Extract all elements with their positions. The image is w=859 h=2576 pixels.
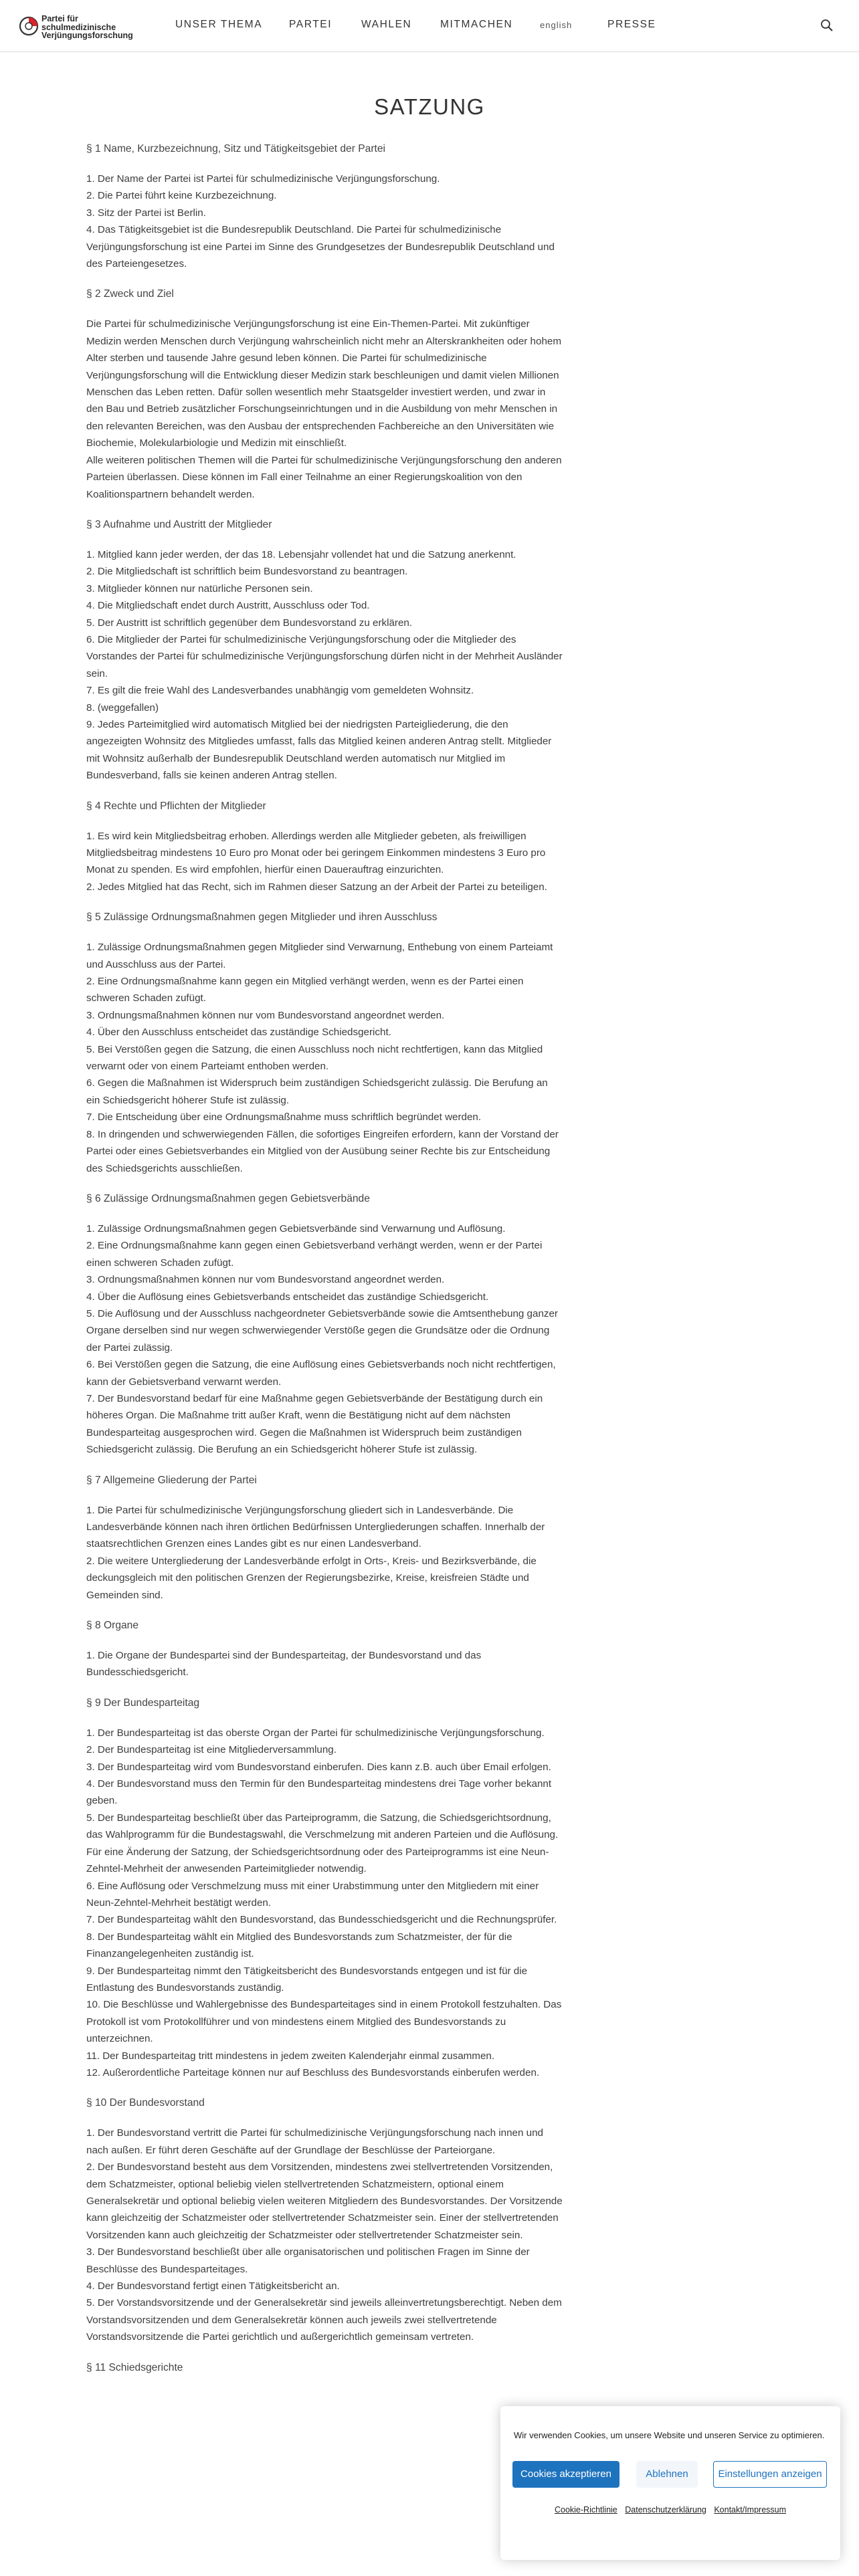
section-paragraph: 3. Der Bundesparteitag wird vom Bundesvorstand einberufen. Dies kann z.B. auch über Email erfolgen.: [86, 1761, 551, 1773]
logo-line: Partei für: [41, 14, 78, 23]
section-paragraph: 2. Die Mitgliedschaft ist schriftlich beim Bundesvorstand zu beantragen.: [86, 566, 408, 578]
main-nav: [0, 0, 859, 52]
satzung-section: [86, 1472, 563, 1604]
nav-item-mitmachen[interactable]: MITMACHEN: [440, 19, 513, 30]
satzung-section: [86, 2359, 563, 2376]
section-paragraph: 1. Die Partei für schulmedizinische Verjüngungsforschung gliedert sich in Landesverbände. Die Landesverbände können nach ihren örtlichen Bedürfnissen Untergliederungen schaffen. Innerhalb der staatsrechtlichen Grenzen eines Landes gibt es nur einen Landesverband.: [86, 1504, 545, 1550]
section-paragraph: 9. Der Bundesparteitag nimmt den Tätigkeitsbericht des Bundesvorstands entgegen und ist für die Entlastung des Bundesvorstands zuständig.: [86, 1965, 528, 1994]
section-paragraph: 1. Zulässige Ordnungsmaßnahmen gegen Gebietsverbände sind Verwarnung und Auflösung.: [86, 1222, 506, 1235]
section-heading: § 4 Rechte und Pflichten der Mitglieder: [86, 800, 266, 812]
section-heading: § 6 Zulässige Ordnungsmaßnahmen gegen Gebietsverbände: [86, 1192, 370, 1204]
section-paragraph: 3. Ordnungsmaßnahmen können nur vom Bundesvorstand angeordnet werden.: [86, 1009, 445, 1021]
nav-item-wahlen[interactable]: WAHLEN: [361, 19, 412, 30]
section-heading: § 10 Der Bundesvorstand: [86, 2097, 205, 2109]
section-heading: § 7 Allgemeine Gliederung der Partei: [86, 1474, 257, 1486]
cookie-policy-link[interactable]: Cookie-Richtlinie: [554, 2505, 617, 2514]
section-paragraph: 2. Eine Ordnungsmaßnahme kann gegen ein Mitglied verhängt werden, wenn es der Partei einen schweren Schaden zufügt.: [86, 976, 524, 1004]
section-paragraph: 6. Die Mitglieder der Partei für schulmedizinische Verjüngungsforschung oder die Mitglieder des Vorstandes der Partei für schulmedizinische Verjüngungsforschung dürfen nicht in der Mehrheit Ausländer sein.: [86, 633, 563, 679]
section-paragraph: 4. Der Bundesvorstand muss den Termin für den Bundesparteitag mindestens drei Tage vorher bekannt geben.: [86, 1778, 552, 1807]
section-paragraph: 1. Der Bundesvorstand vertritt die Partei für schulmedizinische Verjüngungsforschung nach innen und nach außen. Er führt deren Geschäfte auf der Grundlage der Beschlüsse der Parteiorgane.: [86, 2127, 543, 2156]
section-paragraph: 2. Der Bundesvorstand besteht aus dem Vorsitzenden, mindestens zwei stellvertretenden Vorsitzenden, dem Schatzmeister, optional beliebig vielen stellvertretenden Schatzmeistern, optional einem Generalsekretär und optional beliebig vielen weiteren Mitgliedern des Bundesvorstandes. Der Vorsitzende kann gleichzeitig der Schatzmeister oder stellvertretender Schatzmeister sein. Einer der stellvertretenden Vorsitzenden kann auch gleichzeitig der Schatzmeister oder stellvertretender Schatzmeister sein.: [86, 2161, 563, 2241]
section-heading: § 11 Schiedsgerichte: [86, 2361, 183, 2373]
section-paragraph: 4. Das Tätigkeitsgebiet ist die Bundesrepublik Deutschland. Die Partei für schulmedizinische Verjüngungsforschung ist eine Partei im Sinne des Grundgesetzes der Bundesrepublik Deutschland und des Parteiengesetzes.: [86, 224, 555, 270]
section-paragraph: 8. Der Bundesparteitag wählt ein Mitglied des Bundesvorstands zum Schatzmeister, der für die Finanzangelegenheiten zuständig ist.: [86, 1931, 512, 1960]
section-paragraph: 2. Jedes Mitglied hat das Recht, sich im Rahmen dieser Satzung an der Arbeit der Partei zu beteiligen.: [86, 881, 547, 893]
satzung-section: [86, 909, 563, 1177]
section-paragraph: 3. Sitz der Partei ist Berlin.: [86, 207, 206, 219]
section-paragraph: 5. Der Vorstandsvorsitzende und der Generalsekretär sind jeweils alleinvertretungsberechtigt. Neben dem Vorstandsvorsitzenden und dem Generalsekretär können auch jeweils zwei stellvertretende Vorstandsvorsitzende die Partei gerichtlich und außergerichtlich gemeinsam vertreten.: [86, 2297, 562, 2343]
section-paragraph: 5. Bei Verstößen gegen die Satzung, die einen Ausschluss noch nicht rechtfertigen, kann das Mitglied verwarnt oder von einem Parteiamt enthoben werden.: [86, 1043, 543, 1073]
satzung-section: [86, 798, 563, 896]
deny-cookies-button[interactable]: Ablehnen: [636, 2461, 698, 2488]
section-paragraph: 12. Außerordentliche Parteitage können nur auf Beschluss des Bundesvorstands einberufen werden.: [86, 2066, 540, 2078]
cookie-links: [500, 2505, 840, 2514]
satzung-section: [86, 516, 563, 784]
section-paragraph: 5. Der Austritt ist schriftlich gegenüber dem Bundesvorstand zu erklären.: [86, 617, 413, 629]
search-icon[interactable]: [820, 19, 834, 32]
satzung-section: [86, 1617, 563, 1681]
section-paragraph: 2. Eine Ordnungsmaßnahme kann gegen einen Gebietsverband verhängt werden, wenn er der Partei einen schweren Schaden zufügt.: [86, 1240, 543, 1269]
section-paragraph: 7. Der Bundesvorstand bedarf für eine Maßnahme gegen Gebietsverbände der Bestätigung durch ein höheres Organ. Die Maßnahme tritt außer Kraft, wenn die Bestätigung nicht auf dem nächsten Bundesparteitag ausgesprochen wird. Gegen die Maßnahmen ist Widerspruch beim zuständigen Schiedsgericht zulässig. Die Berufung an ein Schiedsgericht höherer Stufe ist zulässig.: [86, 1392, 543, 1456]
section-heading: § 9 Der Bundesparteitag: [86, 1697, 200, 1709]
section-paragraph: 1. Es wird kein Mitgliedsbeitrag erhoben. Allerdings werden alle Mitglieder gebeten, als freiwilligen Mitgliedsbeitrag mindestens 10 Euro pro Monat oder bei geringem Einkommen mindestens 3 Euro pro Monat zu spenden. Es wird empfohlen, hierfür einen Dauerauftrag einzurichten.: [86, 830, 546, 876]
section-paragraph: 1. Der Name der Partei ist Partei für schulmedizinische Verjüngungsforschung.: [86, 173, 440, 185]
section-paragraph: 4. Über den Ausschluss entscheidet das zuständige Schiedsgericht.: [86, 1027, 391, 1039]
satzung-section: [86, 1190, 563, 1459]
site-header: [0, 0, 859, 52]
section-paragraph: 10. Die Beschlüsse und Wahlergebnisse des Bundesparteitages sind in einem Protokoll festzuhalten. Das Protokoll ist vom Protokollführer und von mindestens einem Mitglied des Bundesvorstands zu unterzeichnen.: [86, 1999, 562, 2045]
satzung-section: [86, 140, 563, 272]
section-heading: § 8 Organe: [86, 1620, 139, 1632]
nav-item-partei[interactable]: PARTEI: [289, 19, 332, 30]
section-paragraph: 2. Die Partei führt keine Kurzbezeichnung.: [86, 190, 277, 202]
section-paragraph: 6. Eine Auflösung oder Verschmelzung muss mit einer Urabstimmung unter den Mitgliedern mit einer Neun-Zehntel-Mehrheit bestätigt werden.: [86, 1880, 539, 1909]
section-paragraph: Die Partei für schulmedizinische Verjüngungsforschung ist eine Ein-Themen-Partei. Mit zukünftiger Medizin werden Menschen durch Verjüngung wahrscheinlich nicht mehr an Alterskrankheiten oder hohem Alter sterben und tausende Jahre gesund leben können. Die Partei für schulmedizinische Verjüngungsforschung will die Entwicklung dieser Medizin stark beschleunigen und damit vielen Millionen Menschen das Leben retten. Dafür sollen wesentlich mehr Staatsgelder investiert werden, und zwar in den Bau und Betrieb zusätzlicher Forschungseinrichtungen und in die Ausbildung von mehr Menschen in den relevanten Bereichen, was den Ausbau der entsprechenden Fachbereiche an den Universitäten wie Biochemie, Molekularbiologie und Medizin mit einschließt.: [86, 318, 561, 449]
satzung-section: [86, 286, 563, 502]
section-paragraph: 7. Es gilt die freie Wahl des Landesverbandes unabhängig vom gemeldeten Wohnsitz.: [86, 685, 474, 697]
section-heading: § 5 Zulässige Ordnungsmaßnahmen gegen Mitglieder und ihren Ausschluss: [86, 911, 438, 924]
section-paragraph: 8. (weggefallen): [86, 702, 159, 714]
satzung-section: [86, 1695, 563, 2082]
section-paragraph: 4. Über die Auflösung eines Gebietsverbands entscheidet das zuständige Schiedsgericht.: [86, 1291, 489, 1303]
logo-line: schulmedizinische: [41, 22, 116, 32]
section-paragraph: 1. Der Bundesparteitag ist das oberste Organ der Partei für schulmedizinische Verjüngungsforschung.: [86, 1727, 545, 1739]
section-heading: § 3 Aufnahme und Austritt der Mitglieder: [86, 518, 272, 530]
nav-item-unser-thema[interactable]: UNSER THEMA: [175, 19, 263, 30]
nav-item-english[interactable]: english: [540, 20, 573, 30]
section-paragraph: 11. Der Bundesparteitag tritt mindestens in jedem zweiten Kalenderjahr einmal zusammen.: [86, 2050, 495, 2062]
nav-item-presse[interactable]: PRESSE: [607, 19, 656, 30]
cookie-banner: [500, 2406, 840, 2560]
logo-line: Verjüngungsforschung: [41, 31, 133, 40]
section-paragraph: 2. Der Bundesparteitag ist eine Mitgliederversammlung.: [86, 1744, 337, 1756]
section-paragraph: 5. Der Bundesparteitag beschließt über das Parteiprogramm, die Satzung, die Schiedsgerichtsordnung, das Wahlprogramm für die Bundestagswahl, die Verschmelzung mit anderen Parteien und die Auflösung. Für eine Änderung der Satzung, der Schiedsgerichtsordnung oder des Parteiprogramms ist eine Neun-Zehntel-Mehrheit der anwesenden Parteimitglieder notwendig.: [86, 1812, 559, 1875]
section-paragraph: 5. Die Auflösung und der Ausschluss nachgeordneter Gebietsverbände sowie die Amtsenthebung ganzer Organe derselben sind nur wegen schwerwiegender Verstöße gegen die Grundsätze oder die Ordnung der Partei zulässig.: [86, 1307, 558, 1354]
section-paragraph: 2. Die weitere Untergliederung der Landesverbände erfolgt in Orts-, Kreis- und Bezirksverbände, die deckungsgleich mit den politischen Grenzen der Regierungsbezirke, Kreise, kreisfreien Städte und Gemeinden sind.: [86, 1555, 537, 1601]
section-paragraph: Alle weiteren politischen Themen will die Partei für schulmedizinische Verjüngungsforschung den anderen Parteien überlassen. Diese können im Fall einer Teilnahme an einer Regierungskoalition von den Koalitionspartnern behandelt werden.: [86, 454, 562, 500]
section-paragraph: 3. Mitglieder können nur natürliche Personen sein.: [86, 582, 313, 595]
section-paragraph: 1. Die Organe der Bundespartei sind der Bundesparteitag, der Bundesvorstand und das Bundesschiedsgericht.: [86, 1650, 482, 1679]
section-paragraph: 4. Die Mitgliedschaft endet durch Austritt, Ausschluss oder Tod.: [86, 600, 370, 612]
section-paragraph: 6. Gegen die Maßnahmen ist Widerspruch beim zuständigen Schiedsgericht zulässig. Die Berufung an ein Schiedsgericht höherer Stufe ist zulässig.: [86, 1077, 548, 1106]
section-paragraph: 4. Der Bundesvorstand fertigt einen Tätigkeitsbericht an.: [86, 2280, 340, 2292]
section-paragraph: 3. Der Bundesvorstand beschließt über alle organisatorischen und politischen Fragen im Sinne der Beschlüsse des Bundesparteitages.: [86, 2246, 530, 2275]
cookie-settings-button[interactable]: Einstellungen anzeigen: [713, 2461, 827, 2488]
imprint-link[interactable]: Kontakt/Impressum: [714, 2505, 787, 2514]
section-paragraph: 1. Mitglied kann jeder werden, der das 18. Lebensjahr vollendet hat und die Satzung anerkennt.: [86, 548, 516, 560]
satzung-content: [86, 140, 563, 2389]
section-paragraph: 9. Jedes Parteimitglied wird automatisch Mitglied bei der niedrigsten Parteigliederung, die den angezeigten Wohnsitz des Mitgliedes umfasst, falls das Mitglied keinen anderen Antrag stellt. Mitglieder mit Wohnsitz außerhalb der Bundesrepublik Deutschland werden automatisch nur Mitglied im Bundesverband, falls sie keinen anderen Antrag stellen.: [86, 718, 552, 782]
section-paragraph: 7. Die Entscheidung über eine Ordnungsmaßnahme muss schriftlich begründet werden.: [86, 1111, 482, 1123]
satzung-section: [86, 2095, 563, 2345]
page-title: SATZUNG: [374, 94, 485, 119]
section-paragraph: 3. Ordnungsmaßnahmen können nur vom Bundesvorstand angeordnet werden.: [86, 1274, 445, 1286]
accept-cookies-button[interactable]: Cookies akzeptieren: [512, 2461, 619, 2488]
section-paragraph: 1. Zulässige Ordnungsmaßnahmen gegen Mitglieder sind Verwarnung, Enthebung von einem Parteiamt und Ausschluss aus der Partei.: [86, 942, 553, 970]
privacy-policy-link[interactable]: Datenschutzerklärung: [625, 2505, 706, 2514]
section-paragraph: 6. Bei Verstößen gegen die Satzung, die eine Auflösung eines Gebietsverbands noch nicht rechtfertigen, kann der Gebietsverband verwarnt werden.: [86, 1359, 556, 1388]
section-paragraph: 7. Der Bundesparteitag wählt den Bundesvorstand, das Bundesschiedsgericht und die Rechnungsprüfer.: [86, 1914, 557, 1926]
section-heading: § 1 Name, Kurzbezeichnung, Sitz und Tätigkeitsgebiet der Partei: [86, 143, 385, 154]
cookie-text: Wir verwenden Cookies, um unsere Website und unseren Service zu optimieren.: [514, 2430, 825, 2440]
section-heading: § 2 Zweck und Ziel: [86, 288, 174, 300]
section-paragraph: 8. In dringenden und schwerwiegenden Fällen, die sofortiges Eingreifen erfordern, kann der Vorstand der Partei oder eines Gebietsverbandes ein Mitglied von der Ausübung seiner Rechte bis zur Entscheidung des Schiedsgerichts ausschließen.: [86, 1128, 559, 1174]
